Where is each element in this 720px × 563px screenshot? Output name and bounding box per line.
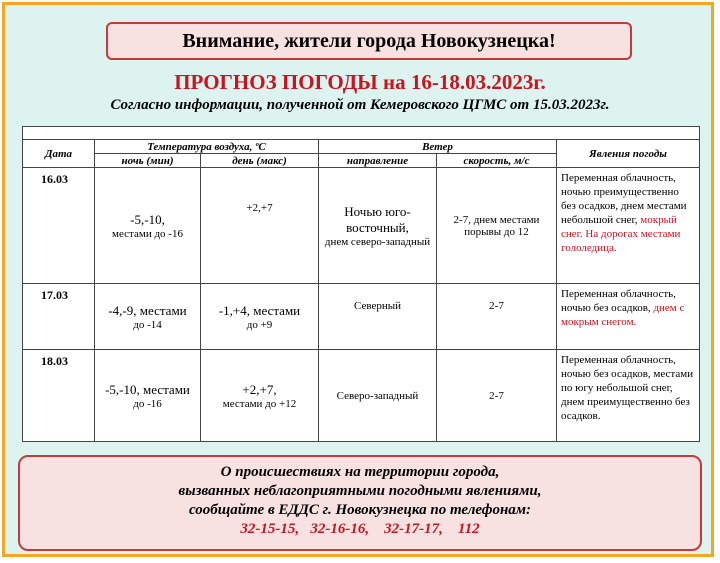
day-temp-main: -1,+4, местами xyxy=(218,302,301,318)
night-temp xyxy=(95,168,201,284)
info-line-2: вызванных неблагоприятными погодными явлениями, xyxy=(178,483,542,499)
wind-direction-main: Ночью юго-восточный, xyxy=(344,203,411,235)
description-text: Переменная облачность, ночью преимущественно без осадков, днем местами небольшой снег, xyxy=(561,172,687,226)
day-temp-main: +2,+7, xyxy=(242,381,277,397)
col-phenomena-header: Явления погоды xyxy=(557,140,700,168)
wind-speed: 2-7, днем местами порывы до 12 xyxy=(437,168,557,284)
table-row xyxy=(23,284,700,350)
info-line-3: сообщайте в ЕДДС г. Новокузнецка по телефонам: xyxy=(188,502,532,518)
night-temp-main: -5,-10, xyxy=(130,211,165,227)
warning-banner: Внимание, жители города Новокузнецка! xyxy=(106,22,632,60)
info-line-1: О происшествиях на территории города, xyxy=(220,464,500,480)
description-text: Переменная облачность, ночью без осадков, местами по югу небольшой снег, днем преимущественно без осадков. xyxy=(561,354,694,422)
col-speed-header: скорость, м/с xyxy=(437,154,557,168)
description-text: Переменная облачность, ночью без осадков, xyxy=(561,288,676,314)
weather-description xyxy=(557,350,700,442)
wind-direction: Северо-западный xyxy=(319,350,437,442)
col-temperature-header: Температура воздуха, ºС xyxy=(95,140,319,154)
night-temp-extra: до -16 xyxy=(133,397,162,410)
description-warning: днем с мокрым снегом. xyxy=(561,302,685,328)
day-temp-extra: местами до +12 xyxy=(222,397,297,410)
wind-direction: Северный xyxy=(319,284,437,350)
night-temp xyxy=(95,350,201,442)
weather-description xyxy=(557,284,700,350)
emergency-info-box xyxy=(18,455,702,551)
wind-speed: 2-7 xyxy=(437,350,557,442)
night-temp-main: -5,-10, местами xyxy=(105,381,190,397)
region-header xyxy=(23,127,700,140)
day-temp-extra: до +9 xyxy=(246,318,273,331)
row-date: 18.03 xyxy=(23,350,95,442)
forecast-title: ПРОГНОЗ ПОГОДЫ на 16-18.03.2023г. xyxy=(174,70,546,94)
day-temp-main: +2,+7 xyxy=(246,202,273,214)
forecast-source: Согласно информации, полученной от Кемеровского ЦГМС от 15.03.2023г. xyxy=(110,97,610,113)
night-temp-main: -4,-9, местами xyxy=(108,302,187,318)
col-wind-header: Ветер xyxy=(319,140,557,154)
row-date: 17.03 xyxy=(23,284,95,350)
night-temp-extra: до -14 xyxy=(133,318,162,331)
weather-description xyxy=(557,168,700,284)
col-night-header: ночь (мин) xyxy=(95,154,201,168)
forecast-table xyxy=(22,126,700,442)
emergency-phones: 32-15-15, 32-16-16, 32-17-17, 112 xyxy=(240,521,480,537)
col-direction-header: направление xyxy=(319,154,437,168)
wind-speed: 2-7 xyxy=(437,284,557,350)
table-row xyxy=(23,168,700,284)
col-day-header: день (макс) xyxy=(201,154,319,168)
night-temp xyxy=(95,284,201,350)
col-date-header: Дата xyxy=(23,140,95,168)
table-row xyxy=(23,350,700,442)
day-temp xyxy=(201,284,319,350)
row-date: 16.03 xyxy=(23,168,95,284)
wind-direction-extra: днем северо-западный xyxy=(324,235,431,248)
wind-direction xyxy=(319,168,437,284)
night-temp-extra: местами до -16 xyxy=(112,227,183,240)
description-warning: мокрый снег. На дорогах местами гололедица. xyxy=(561,214,681,254)
day-temp xyxy=(201,350,319,442)
day-temp xyxy=(201,168,319,284)
